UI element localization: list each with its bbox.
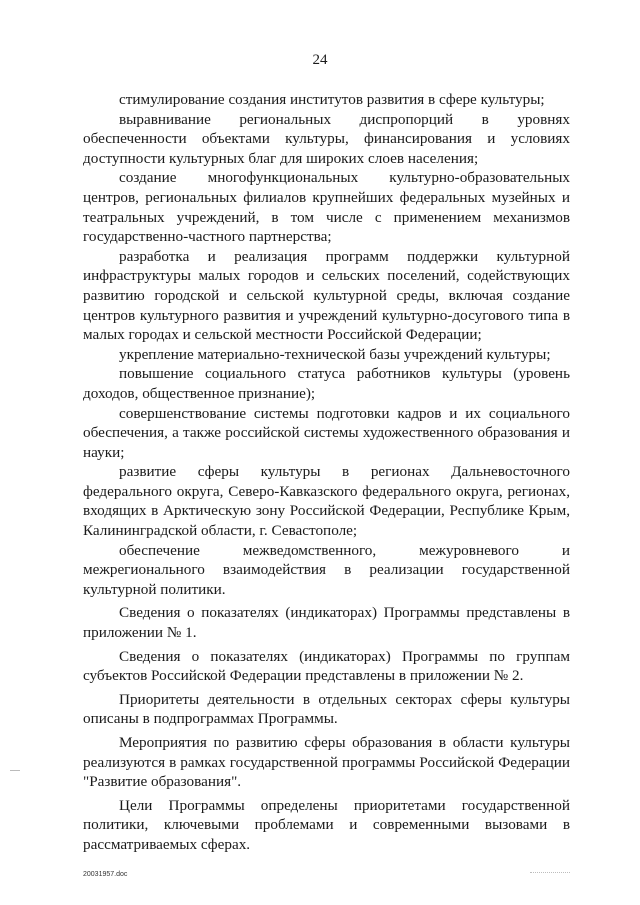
paragraph: стимулирование создания институтов развития в сфере культуры;: [119, 91, 545, 108]
paragraph: выравнивание региональных диспропорций в уровнях обеспеченности объектами культуры, финансирования и условиях доступности культурных благ для широких слоев населения;: [83, 110, 570, 167]
scan-corner-dots: [530, 872, 570, 874]
paragraph: Мероприятия по развитию сферы образования в области культуры реализуются в рамках государственной программы Российской Федерации "Развитие образования".: [83, 734, 570, 791]
paragraph: Приоритеты деятельности в отдельных секторах сферы культуры описаны в подпрограммах Программы.: [83, 690, 570, 728]
paragraph: укрепление материально-технической базы учреждений культуры;: [119, 345, 551, 363]
document-body: [83, 90, 570, 855]
paragraph: повышение социального статуса работников культуры (уровень доходов, общественное признание);: [83, 365, 570, 402]
paragraph: разработка и реализация программ поддержки культурной инфраструктуры малых городов и сельских поселений, содействующих развитию городской и сельской культурной среды, включая создание центров культурного развития и учреждений культурно-досугового типа в малых городах и сельской местности Российской Федерации;: [83, 247, 570, 344]
scan-margin-mark: [10, 770, 20, 771]
page-number: 24: [312, 52, 328, 68]
paragraph: совершенствование системы подготовки кадров и их социального обеспечения, а также российской системы художественного образования и науки;: [83, 404, 570, 461]
paragraph: Сведения о показателях (индикаторах) Программы представлены в приложении № 1.: [83, 604, 570, 642]
paragraph: развитие сферы культуры в регионах Дальневосточного федерального округа, Северо-Кавказского федерального округа, регионах, входящих в Арктическую зону Российской Федерации, Республике Крым, Калининградской области, г. Севастополе;: [83, 463, 570, 540]
paragraph: Сведения о показателях (индикаторах) Программы по группам субъектов Российской Федерации представлены в приложении № 2.: [83, 647, 570, 685]
paragraph: обеспечение межведомственного, межуровневого и межрегионального взаимодействия в реализации государственной культурной политики.: [83, 541, 570, 598]
paragraph: создание многофункциональных культурно-образовательных центров, региональных филиалов крупнейших федеральных музейных и театральных учреждений, в том числе с применением механизмов государственно-частного партнерства;: [83, 169, 570, 246]
footer-doc-code: 20031957.doc: [83, 871, 128, 878]
paragraph: Цели Программы определены приоритетами государственной политики, ключевыми проблемами и современными вызовами в рассматриваемых сферах.: [83, 796, 570, 853]
